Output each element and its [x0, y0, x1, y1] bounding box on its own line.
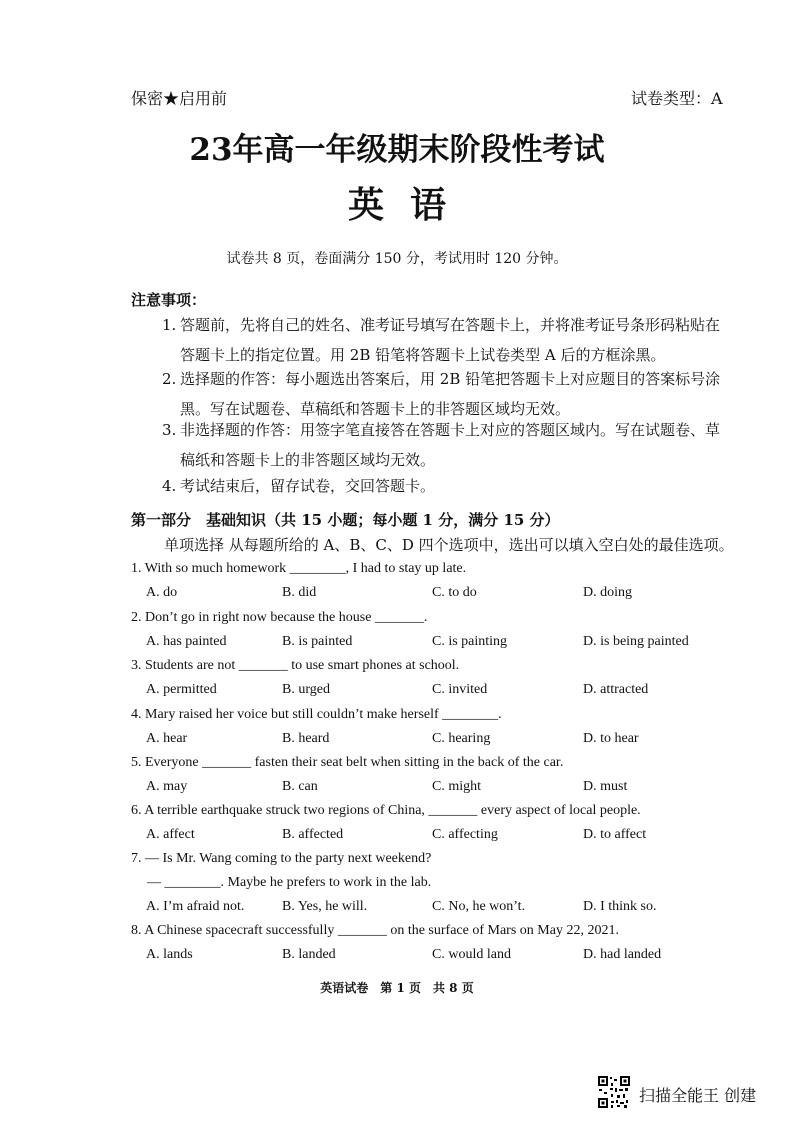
option-c: C. to do: [432, 585, 477, 600]
option-a: A. do: [146, 585, 178, 600]
notice-item: [162, 471, 732, 501]
option-c: C. affecting: [432, 827, 498, 842]
option-b: B. affected: [282, 827, 344, 842]
question-stem: 5. Everyone _______ fasten their seat belt when sitting in the back of the car.: [131, 755, 564, 770]
notice-number: 4.: [162, 477, 177, 495]
option-c: C. No, he won’t.: [432, 899, 526, 914]
option-c: C. invited: [432, 682, 488, 697]
section-title: 第一部分 基础知识（共 15 小题；每小题 1 分，满分 15 分）: [131, 511, 560, 529]
notice-number: 3.: [162, 421, 177, 439]
option-d: D. attracted: [583, 682, 649, 697]
question-stem: 3. Students are not _______ to use smart phones at school.: [131, 658, 460, 673]
option-a: A. permitted: [146, 682, 217, 697]
option-a: A. hear: [146, 731, 188, 746]
option-d: D. must: [583, 779, 628, 794]
notice-number: 1.: [162, 316, 177, 334]
notice-text-continued: 黑。写在试题卷、草稿纸和答题卡上的非答题区域均无效。: [180, 400, 571, 418]
option-a: A. may: [146, 779, 188, 794]
question-stem-response: — ________. Maybe he prefers to work in the lab.: [147, 875, 432, 890]
option-c: C. is painting: [432, 634, 508, 649]
option-b: B. heard: [282, 731, 330, 746]
notice-item: [162, 415, 732, 475]
option-b: B. can: [282, 779, 318, 794]
option-c: C. would land: [432, 947, 511, 962]
section-instruction: 单项选择 从每题所给的 A、B、C、D 四个选项中，选出可以填入空白处的最佳选项。: [164, 536, 734, 554]
option-c: C. hearing: [432, 731, 491, 746]
exam-title: 23年高一年级期末阶段性考试: [189, 132, 605, 168]
option-b: B. is painted: [282, 634, 353, 649]
question-stem: 7. — Is Mr. Wang coming to the party next weekend?: [131, 851, 432, 866]
exam-info: 试卷共 8 页，卷面满分 150 分，考试用时 120 分钟。: [226, 251, 568, 267]
notice-text: 答题前，先将自己的姓名、准考证号填写在答题卡上，并将准考证号条形码粘贴在: [180, 316, 721, 334]
notice-title: 注意事项：: [131, 291, 207, 309]
option-a: A. affect: [146, 827, 195, 842]
option-c: C. might: [432, 779, 482, 794]
question-stem: 1. With so much homework ________, I had to stay up late.: [131, 561, 467, 576]
option-a: A. has painted: [146, 634, 227, 649]
option-b: B. did: [282, 585, 317, 600]
scanner-watermark: 扫描全能王 创建: [639, 1086, 757, 1105]
confidential-label: 保密★启用前: [131, 89, 228, 108]
option-d: D. is being painted: [583, 634, 689, 649]
notice-item: [162, 310, 732, 370]
question-stem: 2. Don’t go in right now because the house _______.: [131, 610, 428, 625]
notice-text: 考试结束后，留存试卷，交回答题卡。: [180, 477, 436, 495]
notice-number: 2.: [162, 370, 177, 388]
paper-type-label: 试卷类型：A: [631, 89, 723, 108]
option-d: D. had landed: [583, 947, 662, 962]
notice-text: 选择题的作答：每小题选出答案后，用 2B 铅笔把答题卡上对应题目的答案标号涂: [180, 370, 721, 388]
option-b: B. urged: [282, 682, 330, 697]
question-stem: 8. A Chinese spacecraft successfully _______ on the surface of Mars on May 22, 2021.: [131, 923, 619, 938]
option-d: D. I think so.: [583, 899, 657, 914]
option-d: D. to hear: [583, 731, 639, 746]
option-a: A. lands: [146, 947, 193, 962]
notice-text: 非选择题的作答：用签字笔直接答在答题卡上对应的答题区域内。写在试题卷、草: [180, 421, 721, 439]
option-d: D. doing: [583, 585, 632, 600]
question-stem: 4. Mary raised her voice but still couldn’t make herself ________.: [131, 707, 502, 722]
subject-title: 英语: [347, 184, 472, 226]
notice-text-continued: 答题卡上的指定位置。用 2B 铅笔将答题卡上试卷类型 A 后的方框涂黑。: [180, 346, 666, 364]
question-stem: 6. A terrible earthquake struck two regions of China, _______ every aspect of local people.: [131, 803, 641, 818]
notice-text-continued: 稿纸和答题卡上的非答题区域均无效。: [180, 451, 436, 469]
qr-code-icon: [597, 1075, 631, 1109]
option-d: D. to affect: [583, 827, 647, 842]
option-b: B. landed: [282, 947, 336, 962]
page-footer: 英语试卷 第 1 页 共 8 页: [320, 981, 474, 995]
option-b: B. Yes, he will.: [282, 899, 368, 914]
option-a: A. I’m afraid not.: [146, 899, 245, 914]
